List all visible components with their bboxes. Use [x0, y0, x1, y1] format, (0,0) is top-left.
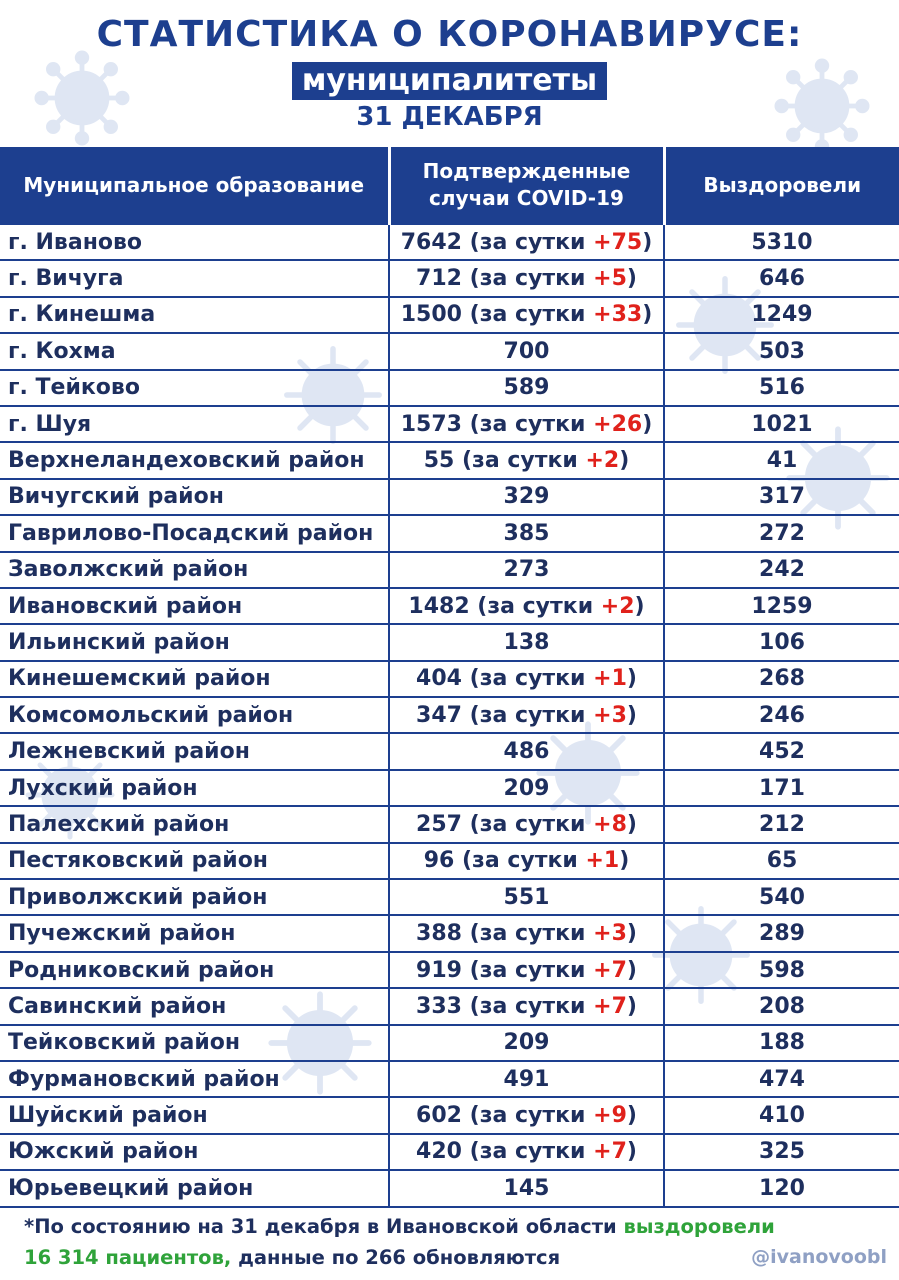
table-row	[0, 733, 899, 769]
footnote-recovered-label: выздоровели	[623, 1215, 775, 1238]
daily-increase: +2	[585, 448, 620, 474]
cases-value: 551	[503, 884, 550, 910]
municipality-name: г. Вичуга	[0, 260, 389, 296]
municipality-name: Фурмановский район	[0, 1061, 389, 1097]
daily-label: (за сутки	[469, 993, 586, 1019]
social-handle: @ivanovoobl	[751, 1246, 887, 1268]
daily-increase: +1	[585, 848, 620, 874]
recovered-count: 540	[664, 879, 899, 915]
footnote-text-1: *По состоянию на 31 декабря в Ивановской области	[24, 1215, 624, 1238]
recovered-count: 452	[664, 733, 899, 769]
municipality-name: Палехский район	[0, 806, 389, 842]
municipality-name: Приволжский район	[0, 879, 389, 915]
cases-value: 404	[416, 666, 462, 692]
recovered-count: 317	[664, 479, 899, 515]
confirmed-cases: 55 (за сутки +2)	[389, 442, 664, 478]
recovered-count: 598	[664, 952, 899, 988]
municipality-name: г. Кинешма	[0, 297, 389, 333]
recovered-count: 208	[664, 988, 899, 1024]
table-row	[0, 806, 899, 842]
table-row	[0, 1061, 899, 1097]
municipality-name: Южский район	[0, 1134, 389, 1170]
recovered-count: 65	[664, 843, 899, 879]
daily-increase: +7	[593, 1139, 627, 1165]
daily-label: (за сутки	[469, 1103, 586, 1129]
cases-value: 329	[503, 484, 550, 510]
confirmed-cases	[389, 1025, 664, 1061]
table-row	[0, 661, 899, 697]
table-row	[0, 406, 899, 442]
page-title: СТАТИСТИКА О КОРОНАВИРУСЕ:	[96, 14, 803, 55]
municipality-name: Шуйский район	[0, 1097, 389, 1133]
confirmed-cases	[389, 479, 664, 515]
recovered-count: 516	[664, 370, 899, 406]
cases-value: 257	[416, 811, 462, 837]
table-row	[0, 988, 899, 1024]
subtitle-wrapper	[0, 62, 899, 100]
daily-label: (за сутки	[461, 448, 578, 474]
daily-increase: +33	[593, 302, 643, 328]
recovered-count: 289	[664, 915, 899, 951]
confirmed-cases: 404 (за сутки +1)	[389, 661, 664, 697]
recovered-count: 188	[664, 1025, 899, 1061]
table-row	[0, 915, 899, 951]
cases-value: 138	[503, 629, 550, 655]
table-row	[0, 952, 899, 988]
municipality-name: Кинешемский район	[0, 661, 389, 697]
cases-value: 273	[503, 557, 550, 583]
cases-value: 333	[416, 993, 462, 1019]
daily-increase: +75	[593, 229, 643, 255]
recovered-count: 120	[664, 1170, 899, 1206]
confirmed-cases	[389, 1061, 664, 1097]
municipality-name: г. Тейково	[0, 370, 389, 406]
municipality-name: Вичугский район	[0, 479, 389, 515]
cases-value: 1482	[408, 593, 470, 619]
table-row	[0, 552, 899, 588]
daily-increase: +7	[593, 993, 627, 1019]
municipality-name: Родниковский район	[0, 952, 389, 988]
recovered-count: 5310	[664, 224, 899, 260]
municipality-name: Тейковский район	[0, 1025, 389, 1061]
daily-increase: +9	[593, 1103, 627, 1129]
statistics-table	[0, 147, 899, 1208]
recovered-count: 106	[664, 624, 899, 660]
cases-value: 385	[503, 520, 550, 546]
confirmed-cases	[389, 733, 664, 769]
recovered-count: 242	[664, 552, 899, 588]
column-header-recovered: Выздоровели	[664, 147, 899, 224]
confirmed-cases: 1500 (за сутки +33)	[389, 297, 664, 333]
recovered-count: 268	[664, 661, 899, 697]
daily-increase: +8	[593, 811, 627, 837]
table-row	[0, 879, 899, 915]
confirmed-cases: 1482 (за сутки +2)	[389, 588, 664, 624]
recovered-count: 171	[664, 770, 899, 806]
cases-value: 919	[416, 957, 462, 983]
recovered-count: 410	[664, 1097, 899, 1133]
table-row	[0, 442, 899, 478]
municipality-name: Савинский район	[0, 988, 389, 1024]
confirmed-cases: 7642 (за сутки +75)	[389, 224, 664, 260]
daily-increase: +7	[593, 957, 627, 983]
table-row	[0, 697, 899, 733]
confirmed-cases	[389, 370, 664, 406]
report-date: 31 ДЕКАБРЯ	[356, 102, 543, 132]
cases-value: 712	[416, 266, 462, 292]
column-header-municipality: Муниципальное образование	[0, 147, 389, 224]
daily-label: (за сутки	[469, 702, 586, 728]
confirmed-cases: 420 (за сутки +7)	[389, 1134, 664, 1170]
cases-value: 602	[416, 1103, 462, 1129]
daily-increase: +5	[593, 266, 627, 292]
confirmed-cases	[389, 624, 664, 660]
municipality-name: Заволжский район	[0, 552, 389, 588]
cases-value: 700	[503, 338, 550, 364]
daily-increase: +3	[593, 921, 627, 947]
confirmed-cases: 333 (за сутки +7)	[389, 988, 664, 1024]
daily-label: (за сутки	[477, 593, 594, 619]
table-row	[0, 333, 899, 369]
table-row	[0, 515, 899, 551]
table-body	[0, 224, 899, 1207]
recovered-count: 212	[664, 806, 899, 842]
cases-value: 1500	[400, 302, 462, 328]
footnote-text-2: данные по 266 обновляются	[231, 1246, 561, 1269]
municipality-name: Юрьевецкий район	[0, 1170, 389, 1206]
daily-label: (за сутки	[469, 229, 586, 255]
confirmed-cases	[389, 770, 664, 806]
municipality-name: Пестяковский район	[0, 843, 389, 879]
table-row	[0, 1134, 899, 1170]
confirmed-cases	[389, 333, 664, 369]
cases-value: 388	[416, 921, 462, 947]
table-row	[0, 1097, 899, 1133]
daily-increase: +26	[593, 411, 643, 437]
confirmed-cases	[389, 552, 664, 588]
table-row	[0, 260, 899, 296]
cases-value: 486	[503, 739, 550, 765]
cases-value: 96	[423, 848, 455, 874]
cases-value: 347	[416, 702, 462, 728]
recovered-count: 1259	[664, 588, 899, 624]
daily-label: (за сутки	[469, 266, 586, 292]
cases-value: 420	[416, 1139, 462, 1165]
table-row	[0, 297, 899, 333]
daily-label: (за сутки	[469, 666, 586, 692]
cases-value: 55	[423, 448, 455, 474]
municipality-name: Верхнеландеховский район	[0, 442, 389, 478]
cases-value: 145	[503, 1175, 550, 1201]
daily-label: (за сутки	[469, 302, 586, 328]
recovered-count: 646	[664, 260, 899, 296]
footnote-recovered-count: 16 314 пациентов,	[24, 1246, 232, 1269]
recovered-count: 474	[664, 1061, 899, 1097]
confirmed-cases	[389, 879, 664, 915]
municipality-name: г. Иваново	[0, 224, 389, 260]
table-row	[0, 843, 899, 879]
daily-label: (за сутки	[469, 1139, 586, 1165]
confirmed-cases: 1573 (за сутки +26)	[389, 406, 664, 442]
daily-label: (за сутки	[469, 921, 586, 947]
table-row	[0, 588, 899, 624]
daily-label: (за сутки	[469, 811, 586, 837]
table-row	[0, 1025, 899, 1061]
confirmed-cases: 919 (за сутки +7)	[389, 952, 664, 988]
cases-value: 209	[503, 1030, 550, 1056]
recovered-count: 325	[664, 1134, 899, 1170]
municipality-name: Ивановский район	[0, 588, 389, 624]
municipality-name: Пучежский район	[0, 915, 389, 951]
municipality-name: г. Кохма	[0, 333, 389, 369]
municipality-name: Лежневский район	[0, 733, 389, 769]
recovered-count: 1249	[664, 297, 899, 333]
cases-value: 7642	[400, 229, 462, 255]
recovered-count: 1021	[664, 406, 899, 442]
daily-increase: +2	[600, 593, 635, 619]
municipality-name: Комсомольский район	[0, 697, 389, 733]
cases-value: 1573	[400, 411, 462, 437]
municipality-name: Ильинский район	[0, 624, 389, 660]
page-subtitle: муниципалитеты	[292, 62, 607, 100]
municipality-name: Лухский район	[0, 770, 389, 806]
confirmed-cases: 96 (за сутки +1)	[389, 843, 664, 879]
table-row	[0, 370, 899, 406]
municipality-name: Гаврилово-Посадский район	[0, 515, 389, 551]
municipality-name: г. Шуя	[0, 406, 389, 442]
table-row	[0, 479, 899, 515]
confirmed-cases: 347 (за сутки +3)	[389, 697, 664, 733]
cases-value: 589	[503, 375, 550, 401]
confirmed-cases	[389, 515, 664, 551]
confirmed-cases: 388 (за сутки +3)	[389, 915, 664, 951]
recovered-count: 41	[664, 442, 899, 478]
daily-increase: +3	[593, 702, 627, 728]
table-row	[0, 770, 899, 806]
confirmed-cases: 602 (за сутки +9)	[389, 1097, 664, 1133]
table-row	[0, 224, 899, 260]
recovered-count: 272	[664, 515, 899, 551]
column-header-confirmed: Подтвержденные случаи COVID-19	[389, 147, 664, 224]
daily-label: (за сутки	[469, 411, 586, 437]
cases-value: 491	[503, 1066, 550, 1092]
daily-increase: +1	[593, 666, 627, 692]
confirmed-cases	[389, 1170, 664, 1206]
cases-value: 209	[503, 775, 550, 801]
confirmed-cases: 712 (за сутки +5)	[389, 260, 664, 296]
table-row	[0, 624, 899, 660]
table-row	[0, 1170, 899, 1206]
confirmed-cases: 257 (за сутки +8)	[389, 806, 664, 842]
table-header-row	[0, 147, 899, 224]
daily-label: (за сутки	[469, 957, 586, 983]
recovered-count: 246	[664, 697, 899, 733]
recovered-count: 503	[664, 333, 899, 369]
daily-label: (за сутки	[461, 848, 578, 874]
